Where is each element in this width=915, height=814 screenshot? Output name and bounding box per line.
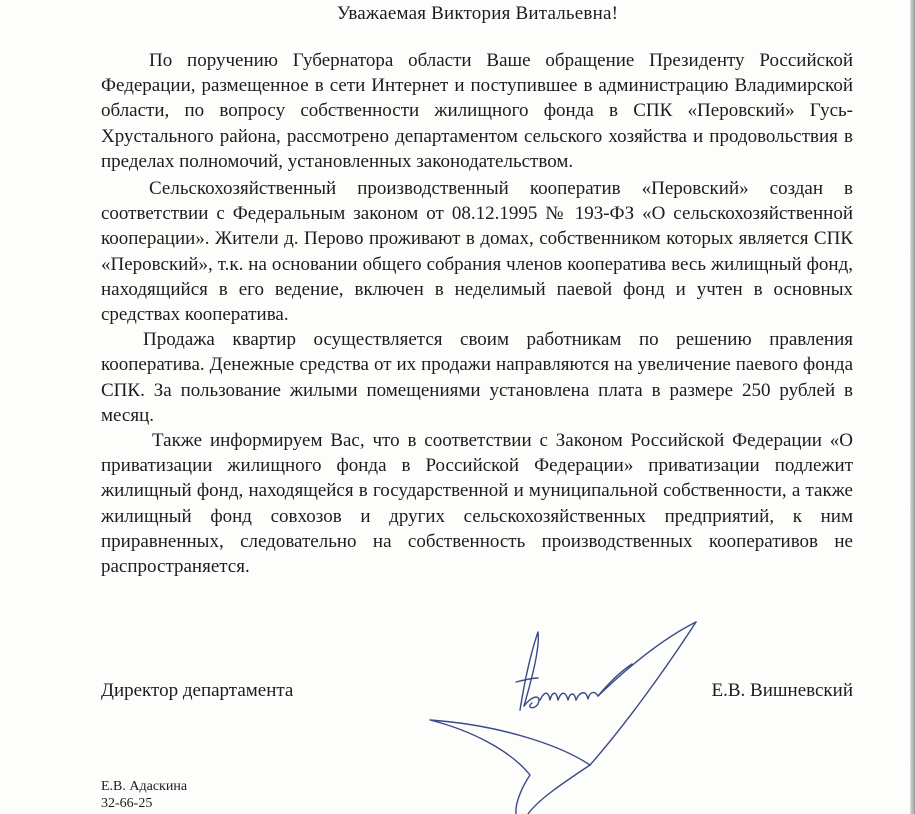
letter-body — [101, 48, 853, 579]
handwritten-signature — [420, 600, 700, 814]
paragraph-2: Сельскохозяйственный производственный кооператив «Перовский» создан в соответствии с Федеральным законом от 08.12.1995 № 193-ФЗ «О сельскохозяйственной кооперации». Жители д. Перово проживают в домах, собственником которых является СПК «Перовский», т.к. на основании общего собрания членов кооператива весь жилищный фонд, находящийся в его ведение, включен в неделимый паевой фонд и учтен в основных средствах кооператива. — [101, 178, 853, 326]
letter-greeting: Уважаемая Виктория Витальевна! — [336, 3, 619, 24]
paragraph-4: Также информируем Вас, что в соответствии с Законом Российской Федерации «О приватизации жилищного фонда в Российской Федерации» приватизации подлежит жилищный фонд, находящейся в государственной и муниципальной собственности, а также жилищный фонд совхозов и других сельскохозяйственных предприятий, к ним приравненных, следовательно на собственность производственных кооперативов не распространяется. — [101, 430, 853, 578]
paragraph-3: Продажа квартир осуществляется своим работникам по решению правления кооператива. Денежные средства от их продажи направляются на увеличение паевого фонда СПК. За пользование жилыми помещениями установлена плата в размере 250 рублей в месяц. — [101, 329, 853, 426]
signatory-title: Директор департамента — [101, 680, 294, 701]
paragraph-1: По поручению Губернатора области Ваше обращение Президенту Российской Федерации, размещенное в сети Интернет и поступившее в администрацию Владимирской области, по вопросу собственности жилищного фонда в СПК «Перовский» Гусь-Хрустального района, рассмотрено департаментом сельского хозяйства и продовольствия в пределах полномочий, установленных законодательством. — [101, 50, 853, 172]
signatory-name: Е.В. Вишневский — [711, 680, 853, 701]
executor-phone: 32-66-25 — [101, 796, 153, 811]
scan-edge — [910, 0, 915, 814]
executor-name: Е.В. Адаскина — [101, 779, 188, 794]
executor-block — [101, 778, 187, 812]
